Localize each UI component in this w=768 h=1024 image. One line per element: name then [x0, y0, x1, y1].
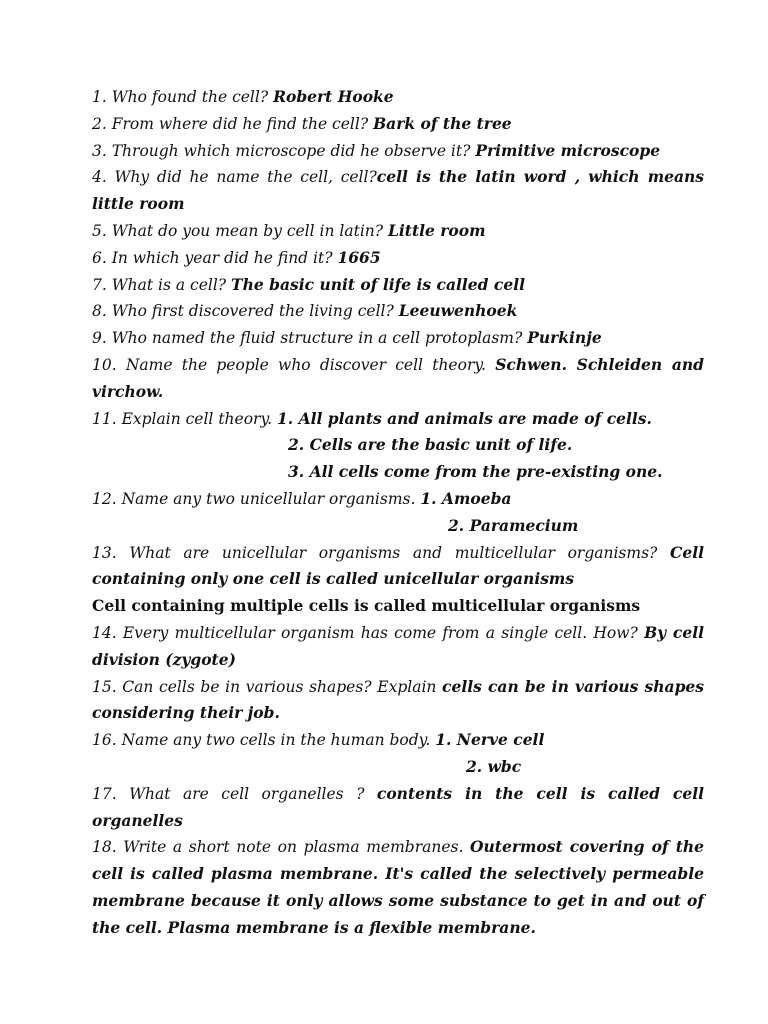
answer-11-line-2: 2. Cells are the basic unit of life. [288, 435, 573, 455]
answer-12-line-2: 2. Paramecium [448, 515, 579, 535]
answer-2: Bark of the tree [373, 113, 512, 133]
qa-item-3 [92, 138, 704, 165]
answer-16-line-2: 2. wbc [466, 756, 522, 776]
answer-7: The basic unit of life is called cell [231, 274, 525, 294]
answer-11-line-1: 1. All plants and animals are made of cells. [277, 408, 652, 428]
answer-18: Outermost covering of the cell is called plasma membrane. It's called the selectively permeable membrane because it only allows some substance to get in and out of the cell. Plasma membrane is a flexible membrane. [92, 837, 704, 937]
question-17: 17. What are cell organelles ? [92, 784, 377, 803]
question-13: 13. What are unicellular organisms and multicellular organisms? [92, 543, 671, 562]
question-12: 12. Name any two unicellular organisms. [92, 489, 421, 508]
qa-item-15 [92, 674, 704, 728]
qa-item-6 [92, 245, 704, 272]
question-10: 10. Name the people who discover cell theory. [92, 355, 496, 374]
qa-item-10 [92, 352, 704, 406]
answer-12-line-1: 1. Amoeba [420, 488, 512, 508]
qa-item-7 [92, 272, 704, 299]
question-7: 7. What is a cell? [92, 275, 232, 294]
question-18: 18. Write a short note on plasma membranes. [92, 838, 471, 857]
qa-item-8 [92, 298, 704, 325]
answer-14: By cell division (zygote) [92, 622, 704, 669]
document-page [92, 84, 704, 942]
question-1: 1. Who found the cell? [92, 88, 274, 106]
qa-item-11-cont-2 [92, 459, 704, 486]
qa-item-13-cont [92, 593, 704, 620]
question-8: 8. Who first discovered the living cell? [92, 302, 399, 321]
qa-item-1 [92, 84, 704, 111]
qa-item-16 [92, 727, 704, 754]
qa-item-18 [92, 834, 704, 941]
qa-item-17 [92, 781, 704, 835]
answer-6: 1665 [337, 247, 381, 267]
question-11: 11. Explain cell theory. [92, 409, 277, 428]
answer-11-line-3: 3. All cells come from the pre-existing one. [288, 462, 663, 482]
answer-16-line-1: 1. Nerve cell [435, 730, 545, 750]
answer-10: Schwen. Schleiden and virchow. [92, 354, 704, 401]
question-6: 6. In which year did he find it? [92, 248, 338, 267]
qa-item-12 [92, 486, 704, 513]
answer-17: contents in the cell is called cell organelles [92, 783, 704, 830]
answer-3: Primitive microscope [475, 140, 661, 160]
qa-item-11-cont-1 [92, 432, 704, 459]
question-5: 5. What do you mean by cell in latin? [92, 221, 388, 240]
question-14: 14. Every multicellular organism has come from a single cell. How? [92, 623, 645, 642]
answer-5: Little room [388, 220, 486, 240]
qa-item-12-cont [92, 513, 704, 540]
qa-item-4 [92, 164, 704, 218]
answer-9: Purkinje [527, 328, 602, 348]
qa-item-14 [92, 620, 704, 674]
answer-1: Robert Hooke [273, 87, 394, 106]
qa-item-11 [92, 406, 704, 433]
question-3: 3. Through which microscope did he observe it? [92, 141, 476, 160]
question-16: 16. Name any two cells in the human body. [92, 731, 436, 750]
answer-15: cells can be in various shapes considering their job. [92, 676, 704, 723]
qa-item-5 [92, 218, 704, 245]
qa-item-9 [92, 325, 704, 352]
question-9: 9. Who named the fluid structure in a cell protoplasm? [92, 329, 528, 348]
answer-13-line-2: Cell containing multiple cells is called multicellular organisms [92, 596, 641, 616]
question-15: 15. Can cells be in various shapes? Explain [92, 677, 443, 696]
answer-4: cell is the latin word , which means little room [92, 167, 704, 214]
qa-item-16-cont [92, 754, 704, 781]
question-4: 4. Why did he name the cell, cell? [92, 168, 377, 187]
answer-8: Leeuwenhoek [398, 301, 518, 321]
question-2: 2. From where did he find the cell? [92, 114, 374, 133]
qa-item-2 [92, 111, 704, 138]
qa-item-13 [92, 540, 704, 594]
answer-13-line-1: Cell containing only one cell is called unicellular organisms [92, 542, 704, 589]
